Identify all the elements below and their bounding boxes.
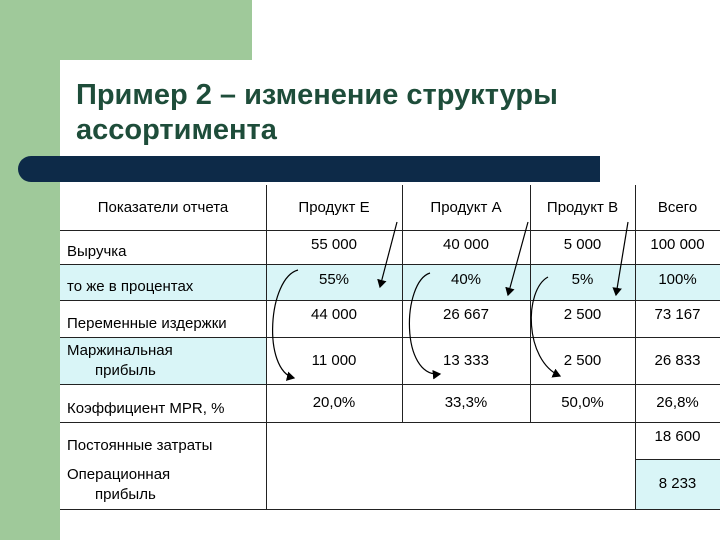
- row-mpr-a: 33,3%: [444, 394, 488, 411]
- grid-vline: [402, 185, 403, 422]
- row-percent-b: 5%: [571, 271, 594, 288]
- row-varcost-b: 2 500: [563, 306, 602, 323]
- grid-hline: [60, 300, 720, 301]
- slide-title-line2: ассортимента: [76, 114, 277, 146]
- row-varcost-e: 44 000: [311, 306, 357, 323]
- row-opprofit-label-line2: прибыль: [95, 485, 156, 503]
- slide-title-line1: Пример 2 – изменение структуры: [76, 79, 558, 111]
- grid-hline: [60, 337, 720, 338]
- row-revenue-e: 55 000: [311, 236, 357, 253]
- row-mpr-e: 20,0%: [312, 394, 356, 411]
- row-margin-a: 13 333: [443, 352, 489, 369]
- row-opprofit-total: 8 233: [658, 475, 697, 492]
- header-total: Всего: [657, 199, 698, 216]
- slide-title: [76, 78, 696, 148]
- row-margin-label-line2: прибыль: [95, 361, 156, 379]
- grid-hline: [60, 384, 720, 385]
- row-percent-label: то же в процентах: [67, 277, 194, 295]
- grid-vline: [635, 185, 636, 510]
- row-mpr-b: 50,0%: [561, 394, 604, 411]
- row-margin-label: [60, 337, 266, 384]
- row-varcost-label: Переменные издержки: [67, 315, 227, 332]
- row-percent-e: 55%: [318, 271, 350, 288]
- grid-vline: [266, 185, 267, 510]
- row-margin-total: 26 833: [654, 352, 701, 369]
- row-margin-e: 11 000: [311, 352, 357, 369]
- row-revenue-total: 100 000: [650, 236, 705, 253]
- row-opprofit-label-line1: Операционная: [67, 465, 171, 483]
- header-product-e: Продукт Е: [298, 199, 370, 216]
- header-product-b: Продукт В: [546, 199, 619, 216]
- row-mpr-label: Коэффициент MPR, %: [67, 399, 225, 417]
- row-revenue-a: 40 000: [443, 236, 489, 253]
- report-table: [60, 185, 720, 510]
- grid-hline: [635, 459, 720, 460]
- decor-green-strip: [0, 155, 60, 540]
- grid-hline: [60, 264, 720, 265]
- row-revenue-b: 5 000: [563, 236, 602, 253]
- row-margin-b: 2 500: [563, 352, 602, 369]
- row-fixed-total: 18 600: [654, 428, 701, 445]
- row-percent-a: 40%: [450, 271, 482, 288]
- row-varcost-total: 73 167: [654, 306, 701, 323]
- row-varcost-a: 26 667: [443, 306, 489, 323]
- decor-bar: [18, 156, 600, 182]
- row-percent-total: 100%: [658, 271, 697, 288]
- header-product-a: Продукт А: [430, 199, 502, 216]
- row-fixed-label: Постоянные затраты: [67, 437, 213, 454]
- row-mpr-total: 26,8%: [656, 394, 699, 411]
- grid-hline: [60, 422, 720, 423]
- grid-hline: [60, 230, 720, 231]
- grid-hline: [60, 509, 720, 510]
- row-revenue-label: Выручка: [67, 242, 127, 260]
- header-indicators: Показатели отчета: [97, 199, 229, 216]
- grid-vline: [530, 185, 531, 422]
- row-margin-label-line1: Маржинальная: [67, 341, 173, 359]
- row-opprofit-label: [60, 459, 266, 510]
